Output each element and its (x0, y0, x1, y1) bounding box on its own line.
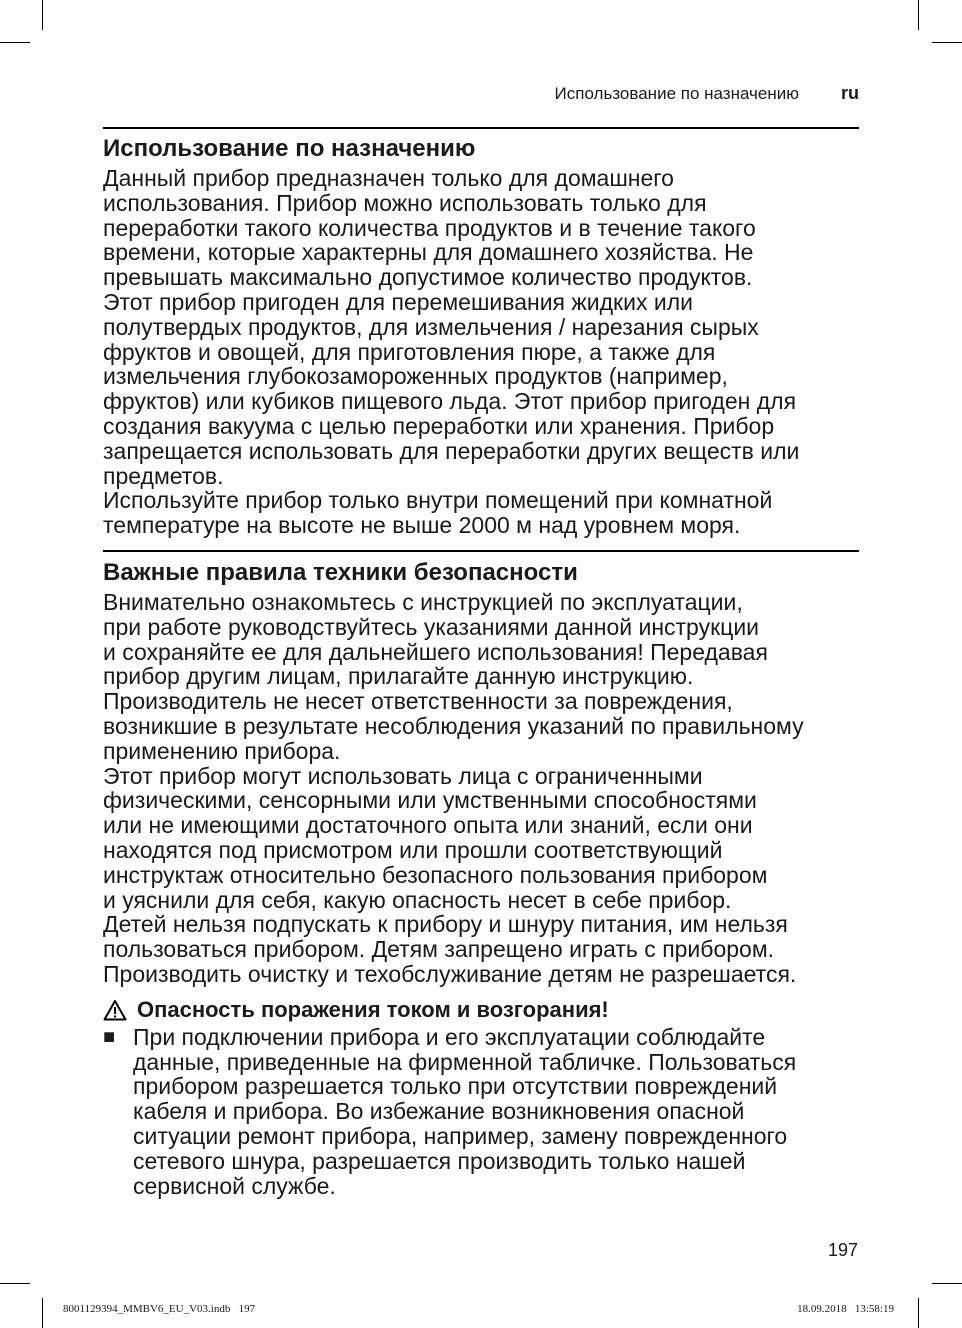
list-item (103, 1025, 863, 1199)
section-intended-use (103, 134, 863, 538)
crop-mark (932, 42, 962, 43)
section-rule (103, 550, 859, 552)
warning-title: Опасность поражения током и возгорания! (137, 996, 609, 1022)
crop-mark (42, 1298, 43, 1328)
section-rule (103, 127, 859, 129)
bullet-text: При подключении прибора и его эксплуатации соблюдайте данные, приведенные на фирменной табличке. Пользоваться прибором разрешается только при отсутствии повреждений кабеля и прибора. Во избежание возникновения опасной ситуации ремонт прибора, например, замену поврежденного сетевого шнура, разрешается производить только нашей сервисной службе. (133, 1023, 797, 1199)
section-title: Использование по назначению (103, 135, 476, 162)
crop-mark (918, 1298, 919, 1328)
running-title: Использование по назначению (554, 84, 799, 103)
section-safety-rules (103, 558, 863, 1198)
crop-mark (0, 42, 30, 43)
crop-mark (932, 1283, 962, 1284)
running-header (103, 84, 859, 108)
bullet-square-icon: ■ (103, 1025, 116, 1048)
section-title: Важные правила техники безопасности (103, 559, 578, 586)
body-text: Внимательно ознакомьтесь с инструкцией по эксплуатации, при работе руководствуйтесь указаниями данной инструкции и сохраняйте ее для дальнейшего использования! Передавая прибор другим лицам, прилагайте данную инструкцию. Производитель не несет ответственности за повреждения, возникшие в результате несоблюдения указаний по правильному применению прибора. Этот прибор могут использовать лица с ограниченными физическими, сенсорными или умственными способностями или не имеющими достаточного опыта или знаний, если они находятся под присмотром или прошли соответствующий инструктаж относительно безопасного пользования прибором и уяснили для себя, какую опасность несет в себе прибор. Детей нельзя подпускать к прибору и шнуру питания, им нельзя пользоваться прибором. Детям запрещено играть с прибором. Производить очистку и техобслуживание детям не разрешается. (103, 589, 804, 987)
page-number: 197 (827, 1240, 858, 1260)
crop-mark (0, 1283, 30, 1284)
footer-timestamp: 18.09.2018 13:58:19 (797, 1303, 894, 1315)
language-code: ru (841, 83, 859, 103)
footer-file: 8001129394_MMBV6_EU_V03.indb 197 (63, 1303, 256, 1315)
crop-mark (42, 0, 43, 30)
crop-mark (918, 0, 919, 30)
warning-triangle-icon (103, 999, 127, 1021)
body-text: Данный прибор предназначен только для домашнего использования. Прибор можно использовать только для переработки такого количества продуктов и в течение такого времени, которые характерны для домашнего хозяйства. Не превышать максимально допустимое количество продуктов. Этот прибор пригоден для перемешивания жидких или полутвердых продуктов, для измельчения / нарезания сырых фруктов и овощей, для приготовления пюре, а также для измельчения глубокозамороженных продуктов (например, фруктов) или кубиков пищевого льда. Этот прибор пригоден для создания вакуума с целью переработки или хранения. Прибор запрещается использовать для переработки других веществ или предметов. Используйте прибор только внутри помещений при комнатной температуре на высоте не выше 2000 м над уровнем моря. (103, 165, 800, 539)
warning-heading (103, 997, 863, 1023)
